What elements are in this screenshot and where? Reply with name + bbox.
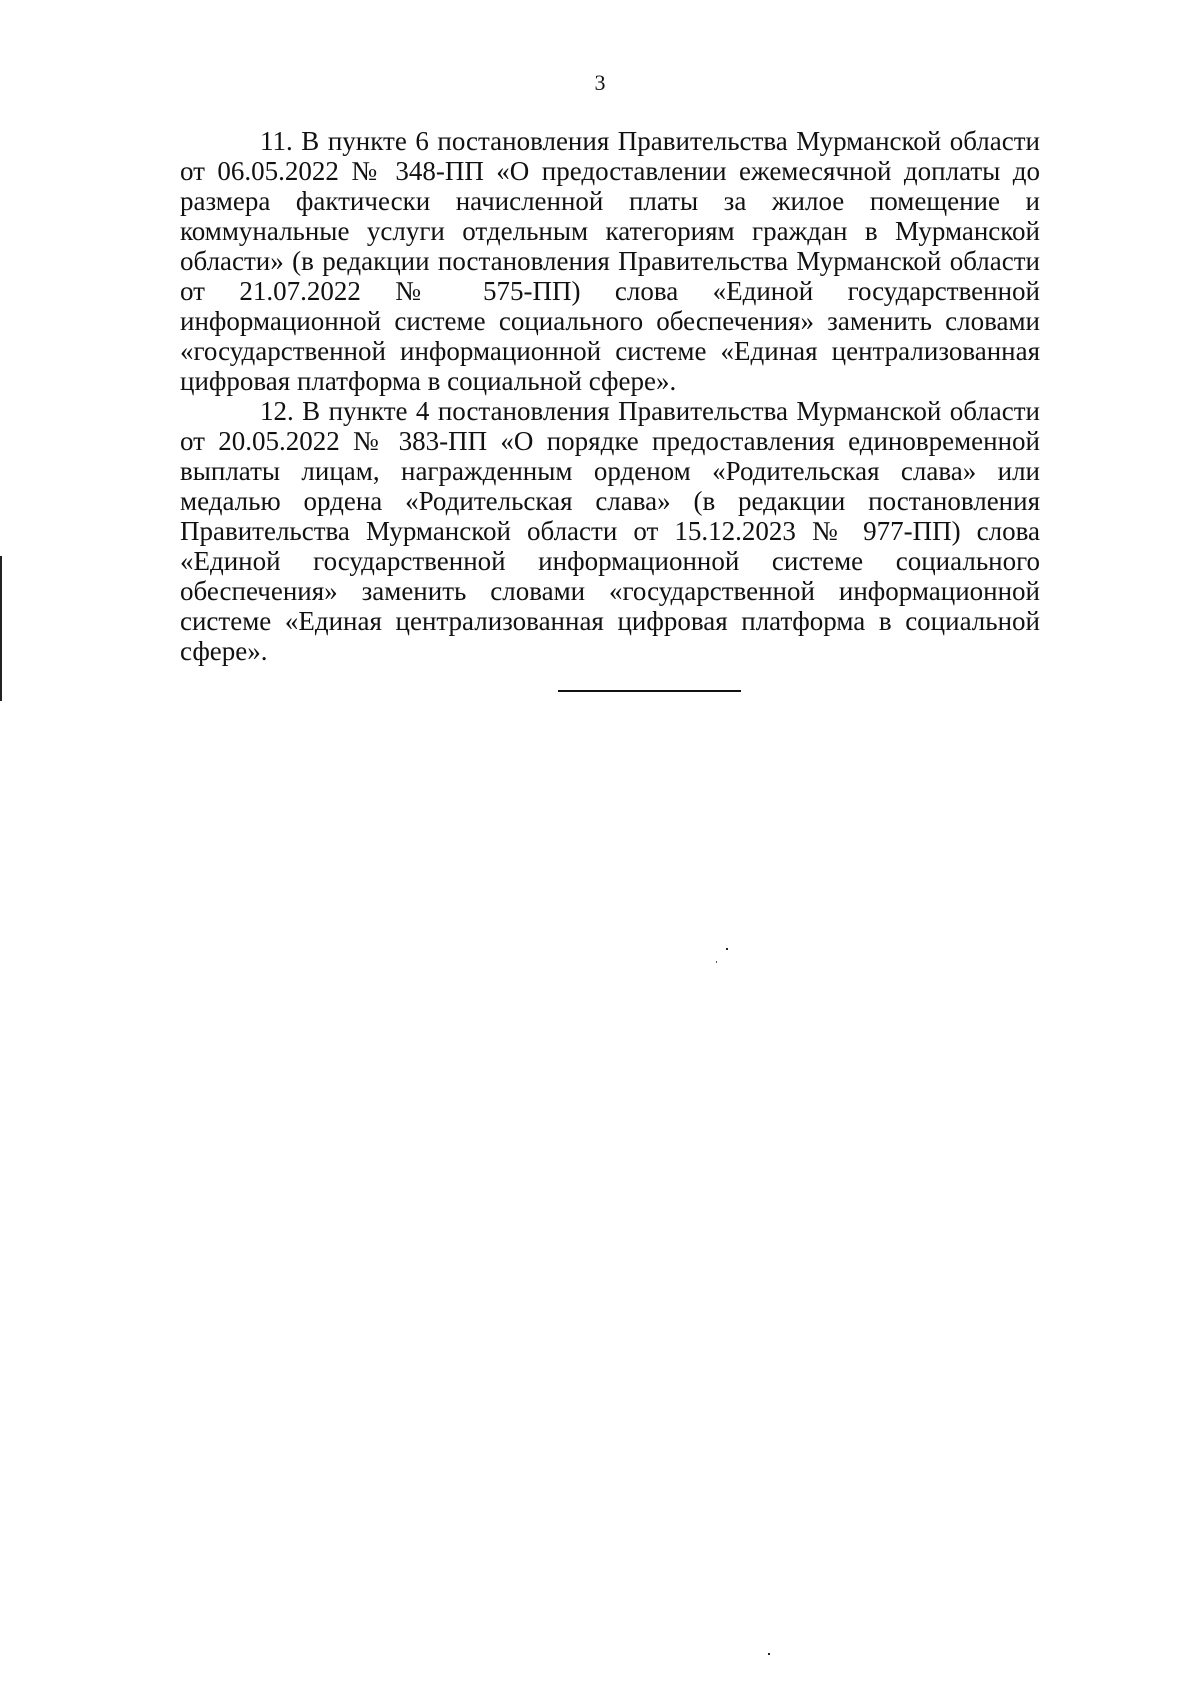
paragraph-12: 12. В пункте 4 постановления Правительства Мурманской области от 20.05.2022 № 383-ПП «О порядке предоставления единовременной выплаты лицам, награжденным орденом «Родительская слава» или медалью ордена «Родительская слава» (в редакции постановления Правительства Мурманской области от 15.12.2023 № 977-ПП) слова «Единой государственной информационной системе социального обеспечения» заменить словами «государственной информационной системе «Единая централизованная цифровая платформа в социальной сфере». (180, 396, 1040, 666)
scan-edge-mark (0, 556, 2, 701)
paragraph-11: 11. В пункте 6 постановления Правительства Мурманской области от 06.05.2022 № 348-ПП «О предоставлении ежемесячной доплаты до размера фактически начисленной платы за жилое помещение и коммунальные услуги отдельным категориям граждан в Мурманской области» (в редакции постановления Правительства Мурманской области от 21.07.2022 № 575-ПП) слова «Единой государственной информационной системе социального обеспечения» заменить словами «государственной информационной системе «Единая централизованная цифровая платформа в социальной сфере». (180, 126, 1040, 396)
document-body (180, 126, 1040, 666)
scan-speck (716, 961, 717, 963)
scan-speck (726, 948, 728, 950)
end-of-document-rule (558, 690, 741, 692)
page-number: 3 (594, 70, 606, 95)
scan-speck (768, 1653, 770, 1655)
